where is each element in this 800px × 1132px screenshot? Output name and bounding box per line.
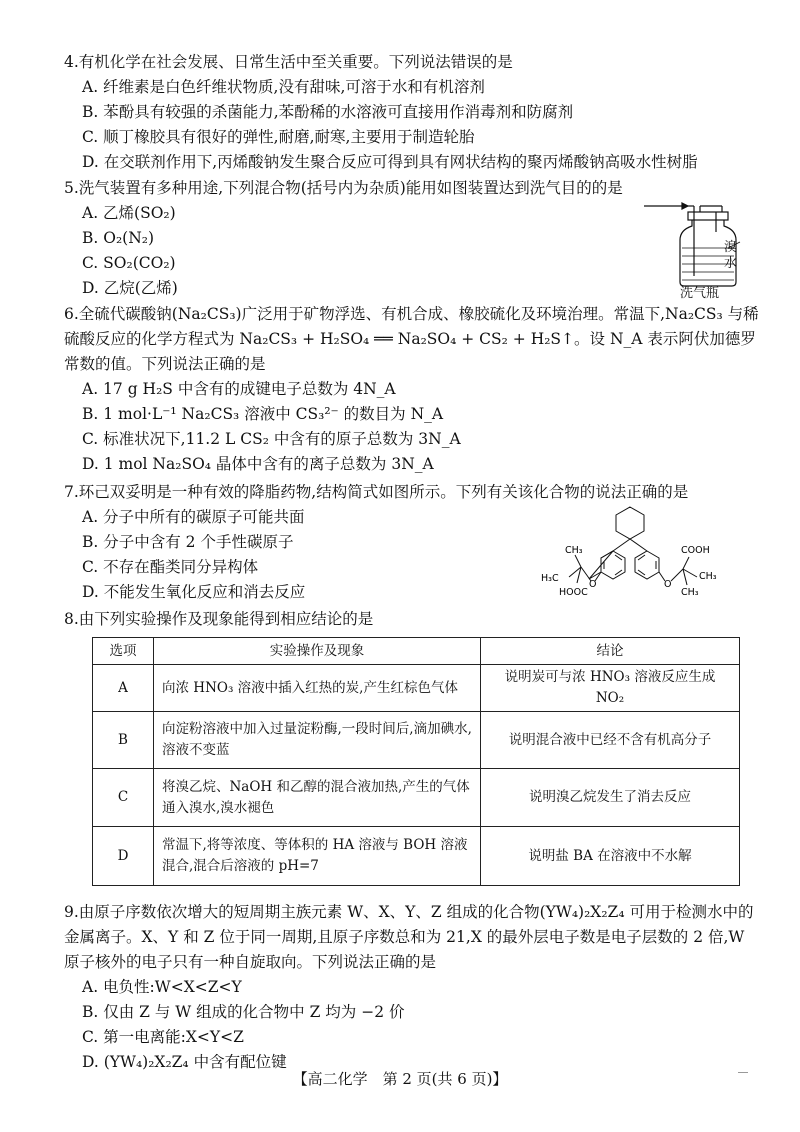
- option-a: A. 纤维素是白色纤维状物质,没有甜味,可溶于水和有机溶剂: [82, 78, 485, 96]
- table-cell: 向浓 HNO₃ 溶液中插入红热的炭,产生红棕色气体: [154, 665, 481, 712]
- left-h3c-label: H₃C: [541, 573, 559, 584]
- column-header: 选项: [93, 638, 154, 665]
- option-b: B. O₂(N₂): [82, 229, 155, 247]
- table-cell: 常温下,将等浓度、等体积的 HA 溶液与 BOH 溶液混合,混合后溶液的 pH=7: [154, 827, 481, 886]
- option-c: C. 顺丁橡胶具有很好的弹性,耐磨,耐寒,主要用于制造轮胎: [82, 128, 475, 146]
- option-d: D. (YW₄)₂X₂Z₄ 中含有配位键: [82, 1053, 287, 1071]
- inlet-arrow: [644, 203, 722, 276]
- molecule-structure-figure: [535, 505, 765, 605]
- option-d: D. 乙烷(乙烯): [82, 279, 178, 297]
- table-cell: 说明溴乙烷发生了消去反应: [481, 769, 740, 827]
- table-cell: 说明盐 BA 在溶液中不水解: [481, 827, 740, 886]
- right-cooh-label: COOH: [681, 545, 710, 556]
- table-cell: 说明混合液中已经不含有机高分子: [481, 712, 740, 769]
- option-c: C. 不存在酯类同分异构体: [82, 558, 259, 576]
- question-stem: 7.环己双妥明是一种有效的降脂药物,结构简式如图所示。下列有关该化合物的说法正确的是: [64, 483, 689, 501]
- cyclohexane-ring: [616, 507, 644, 539]
- option-b: B. 仅由 Z 与 W 组成的化合物中 Z 均为 −2 价: [82, 1003, 405, 1021]
- table-row: [93, 712, 740, 769]
- left-o-label: O: [589, 579, 597, 590]
- question-stem: 9.由原子序数依次增大的短周期主族元素 W、X、Y、Z 组成的化合物(YW₄)₂X₂Z₄ 可用于检测水中的金属离子。X、Y 和 Z 位于同一周期,且原子序数总和为 21,X 的最外层电子数是电子层数的 2 倍,W 原子核外的电子只有一种自旋取向。下列说法正确的是: [64, 903, 754, 971]
- left-ch3-top-label: CH₃: [565, 545, 583, 556]
- option-a: A. 分子中所有的碳原子可能共面: [82, 508, 305, 526]
- option-c: C. 第一电离能:X<Y<Z: [82, 1028, 244, 1046]
- question-9: [64, 900, 760, 1075]
- option-b: B. 苯酚具有较强的杀菌能力,苯酚稀的水溶液可直接用作消毒剂和防腐剂: [82, 103, 574, 121]
- question-stem: 6.全硫代碳酸钠(Na₂CS₃)广泛用于矿物浮选、有机合成、橡胶硫化及环境治理。常温下,Na₂CS₃ 与稀硫酸反应的化学方程式为 Na₂CS₃ + H₂SO₄ ══ Na₂SO₄ + CS₂ + H₂S↑。设 N_A 表示阿伏加德罗常数的值。下列说法正确的是: [64, 305, 759, 373]
- question-6: [64, 302, 760, 477]
- question-stem: 4.有机化学在社会发展、日常生活中至关重要。下列说法错误的是: [64, 53, 513, 71]
- table-row: [93, 769, 740, 827]
- left-cooh-label: HOOC: [559, 587, 588, 598]
- option-d: D. 1 mol Na₂SO₄ 晶体中含有的离子总数为 3N_A: [82, 455, 434, 473]
- option-b: B. 分子中含有 2 个手性碳原子: [82, 533, 294, 551]
- option-d: D. 不能发生氧化反应和消去反应: [82, 583, 306, 601]
- table-row: [93, 827, 740, 886]
- option-c: C. 标准状况下,11.2 L CS₂ 中含有的原子总数为 3N_A: [82, 430, 461, 448]
- column-header: 实验操作及现象: [154, 638, 481, 665]
- table-cell: D: [93, 827, 154, 886]
- option-a: A. 电负性:W<X<Z<Y: [82, 978, 242, 996]
- table-cell: C: [93, 769, 154, 827]
- table-cell: 向淀粉溶液中加入过量淀粉酶,一段时间后,滴加碘水,溶液不变蓝: [154, 712, 481, 769]
- right-benzene-ring: [635, 551, 659, 579]
- question-stem: 5.洗气装置有多种用途,下列混合物(括号内为杂质)能用如图装置达到洗气目的的是: [64, 179, 623, 197]
- option-b: B. 1 mol·L⁻¹ Na₂CS₃ 溶液中 CS₃²⁻ 的数目为 N_A: [82, 405, 444, 423]
- column-header: 结论: [481, 638, 740, 665]
- table-header-row: [93, 638, 740, 665]
- experiment-table: [92, 637, 740, 886]
- question-4: [64, 50, 760, 175]
- right-ch3-label: CH₃: [699, 571, 717, 582]
- table-cell: A: [93, 665, 154, 712]
- table-cell: 说明炭可与浓 HNO₃ 溶液反应生成 NO₂: [481, 665, 740, 712]
- corner-mark: [738, 1072, 748, 1073]
- table-cell: B: [93, 712, 154, 769]
- option-d: D. 在交联剂作用下,丙烯酸钠发生聚合反应可得到具有网状结构的聚丙烯酸钠高吸水性树脂: [82, 153, 698, 171]
- right-o-label: O: [664, 579, 672, 590]
- table-cell: 将溴乙烷、NaOH 和乙醇的混合液加热,产生的气体通入溴水,溴水褪色: [154, 769, 481, 827]
- option-a: A. 17 g H₂S 中含有的成键电子总数为 4N_A: [82, 380, 396, 398]
- liquid-label: 溴水: [724, 240, 738, 271]
- table-row: [93, 665, 740, 712]
- option-a: A. 乙烯(SO₂): [82, 204, 176, 222]
- page-footer: 【高二化学 第 2 页(共 6 页)】: [292, 1070, 508, 1088]
- question-8: [64, 607, 760, 632]
- question-stem: 8.由下列实验操作及现象能得到相应结论的是: [64, 610, 374, 628]
- right-ch3-label: CH₃: [681, 587, 699, 598]
- option-c: C. SO₂(CO₂): [82, 254, 176, 272]
- bottle-label: 洗气瓶: [680, 286, 720, 301]
